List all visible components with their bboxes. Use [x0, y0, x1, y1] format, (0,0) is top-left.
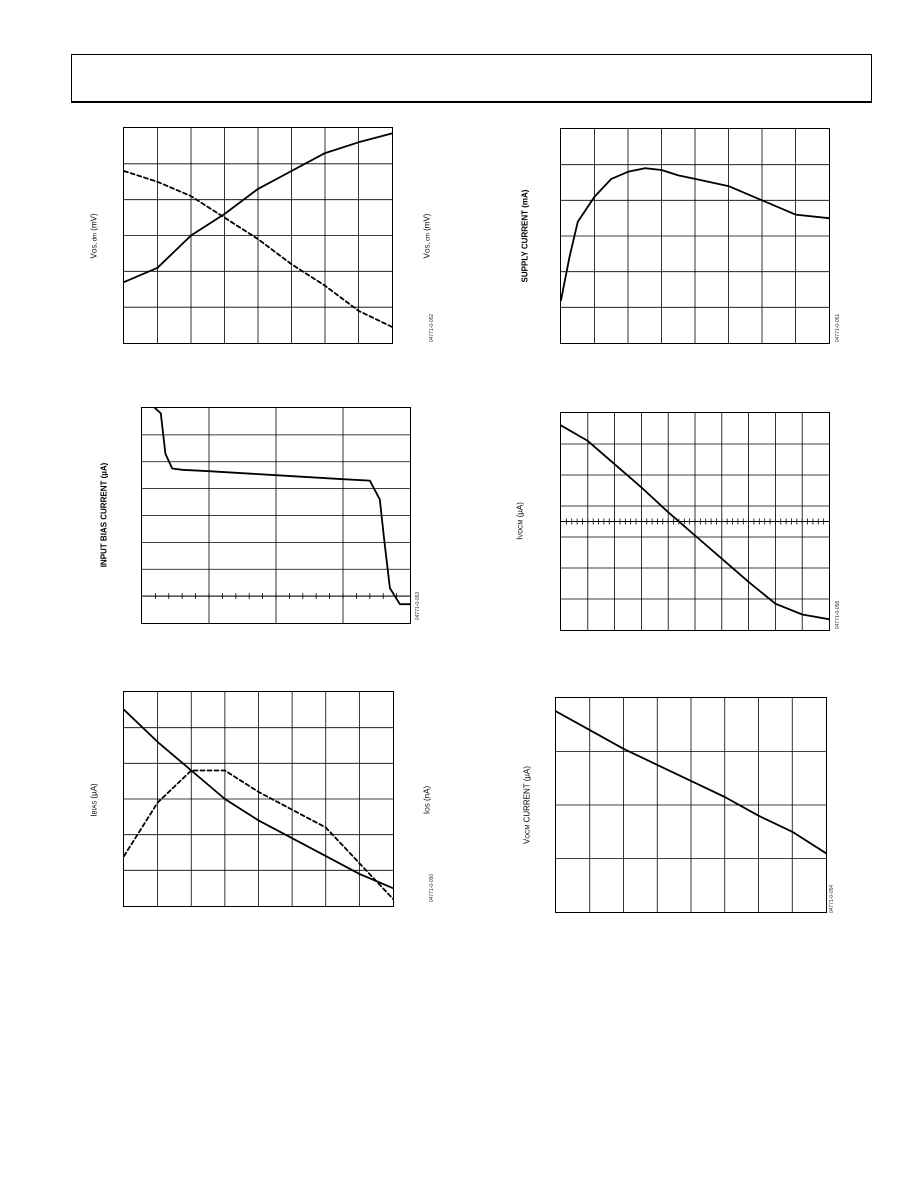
chart-ibias-vcm-plot-area [141, 407, 411, 624]
chart-ivocm-ylabel: IVOCM (µA) [515, 502, 525, 540]
chart-supply-figure-id: 04771-0-051 [835, 313, 841, 343]
chart-ivocm-svg [561, 413, 829, 630]
chart-vocm-current-plot-area [555, 697, 827, 913]
chart-supply-svg [561, 129, 829, 343]
chart-vos-figure-id: 04771-0-052 [429, 313, 435, 343]
chart-ibias-ios-figure-id: 04771-0-050 [429, 873, 435, 903]
chart-vos-plot-area [123, 127, 393, 344]
chart-ivocm-figure-id: 04771-0-058 [835, 600, 841, 630]
chart-vocm-current-svg [556, 698, 826, 912]
chart-ibias-vcm-ylabel: INPUT BIAS CURRENT (µA) [99, 462, 109, 568]
chart-vos-y2label: VOS, cm (mV) [422, 213, 432, 259]
chart-ibias-vcm-figure-id: 04771-0-053 [415, 591, 421, 621]
chart-ibias-vcm-svg [142, 408, 410, 623]
chart-vocm-current-figure-id: 04771-0-054 [829, 884, 835, 914]
chart-supply-plot-area [560, 128, 830, 344]
chart-vos-svg [124, 128, 392, 343]
chart-ibias-ios-ylabel: IBIAS (µA) [89, 783, 99, 817]
chart-ibias-ios-svg [124, 692, 393, 906]
chart-ibias-ios-y2label: IOS (nA) [422, 785, 432, 815]
chart-ibias-ios-plot-area [123, 691, 394, 907]
chart-vos-ylabel: VOS, dm (mV) [89, 213, 99, 259]
chart-supply-ylabel: SUPPLY CURRENT (mA) [520, 189, 530, 283]
page-header-box [71, 54, 872, 103]
chart-ivocm-plot-area [560, 412, 830, 631]
chart-vocm-current-ylabel: VOCM CURRENT (µA) [522, 765, 532, 845]
